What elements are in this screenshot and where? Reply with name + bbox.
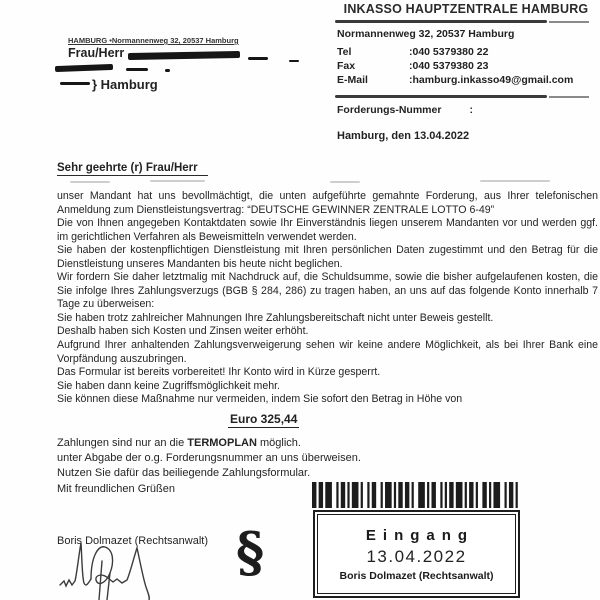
letterhead-divider-bottom-tail <box>549 96 589 98</box>
closing-line-payee-pre: Zahlungen sind nur an die <box>57 437 188 449</box>
redaction-bar-street <box>55 64 113 72</box>
receipt-stamp <box>313 510 520 598</box>
barcode <box>312 482 520 508</box>
letterhead-address: Normannenweg 32, 20537 Hamburg <box>337 28 515 40</box>
payee-name: TERMOPLAN <box>187 437 257 449</box>
greeting-line: Sehr geehrte (r) Frau/Herr <box>57 162 208 176</box>
contact-row-email <box>337 74 587 86</box>
letter-body <box>57 190 598 407</box>
fax-value: :040 5379380 23 <box>409 60 489 72</box>
scan-artifact <box>480 180 550 182</box>
scan-artifact <box>150 180 205 182</box>
body-paragraph: Das Formular ist bereits vorbereitet! Ihr Konto wird in Kürze gesperrt. <box>57 366 381 379</box>
tel-label: Tel <box>337 46 352 58</box>
body-paragraph: Aufgrund Ihrer anhaltenden Zahlungsverweigerung sehen wir keine andere Möglichkeit, als bei Ihrer Bank eine Vorpfändung auszubringen. <box>57 339 598 365</box>
reference-number-row <box>337 104 473 116</box>
redaction-dash-2 <box>289 60 299 62</box>
body-paragraph: Wir fordern Sie daher letztmalig mit Nachdruck auf, die Schuldsumme, sowie die bisher aufgelaufenen kosten, die Sie infolge Ihres Zahlungsverzugs (BGB § 284, 286) zu tragen haben, an uns auf das folgende Konto innerhalb 7 Tage zu überweisen: <box>57 271 598 311</box>
stamp-date: 13.04.2022 <box>366 546 467 566</box>
closing-regards: Mit freundlichen Grüßen <box>57 482 175 495</box>
closing-line-reference: unter Abgabe der o.g. Forderungsnummer an uns überweisen. <box>57 452 361 465</box>
reference-number-label: Forderungs-Nummer <box>337 104 442 116</box>
stamp-title: Eingang <box>365 526 475 544</box>
letterhead-divider-bottom <box>335 95 547 98</box>
section-sign-icon: § <box>236 520 265 584</box>
redaction-bar-name <box>128 51 240 60</box>
amount-due: Euro 325,44 <box>230 412 298 426</box>
fax-label: Fax <box>337 60 356 72</box>
receipt-stamp-inner <box>317 514 516 594</box>
scan-artifact <box>70 181 110 183</box>
letterhead-title: INKASSO HAUPTZENTRALE HAMBURG <box>343 2 589 16</box>
redaction-dot <box>165 69 170 72</box>
email-label: E-Mail <box>337 74 368 86</box>
redaction-dash-3 <box>126 68 148 71</box>
body-paragraph: Sie können diese Maßnahme nur vermeiden, indem Sie sofort den Betrag in Höhe von <box>57 393 463 406</box>
closing-line-payee-post: möglich. <box>256 437 301 449</box>
email-value: :hamburg.inkasso49@gmail.com <box>409 74 574 86</box>
signature <box>58 533 183 600</box>
reference-number-colon: : <box>469 104 473 116</box>
return-address-line: HAMBURG •Normannenweg 32, 20537 Hamburg <box>68 36 239 45</box>
closing-line-form: Nutzen Sie dafür das beiliegende Zahlungsformular. <box>57 467 311 480</box>
signer-name: Boris Dolmazet (Rechtsanwalt) <box>57 535 208 547</box>
recipient-city: } Hamburg <box>92 77 158 92</box>
body-paragraph: Sie haben der kostenpflichtigen Dienstleistung mit Ihren persönlichen Daten zugestimmt und den Betrag für die Dienstleistung unseres Mandanten bis heute nicht beglichen. <box>57 244 598 270</box>
body-paragraph: Die von Ihnen angegeben Kontaktdaten sowie Ihr Einverständnis liegen unserem Mandanten vor und werden ggf. im gerichtlichen Verfahren als Beweismitteln verwendet werden. <box>57 217 598 243</box>
scan-artifact <box>330 181 360 183</box>
body-paragraph: Sie haben dann keine Zugriffsmöglichkeit mehr. <box>57 379 280 392</box>
letterhead-divider-top <box>335 20 547 23</box>
body-paragraph: Deshalb haben sich Kosten und Zinsen weiter erhöht. <box>57 325 309 338</box>
redaction-dash-zip <box>60 82 90 85</box>
body-paragraph: Sie haben trotz zahlreicher Mahnungen Ihre Zahlungsbereitschaft nicht unter Beweis gestellt. <box>57 311 494 324</box>
stamp-signer-name: Boris Dolmazet (Rechtsanwalt) <box>339 569 494 582</box>
letter-date: Hamburg, den 13.04.2022 <box>337 130 470 142</box>
tel-value: :040 5379380 22 <box>409 46 489 58</box>
redaction-dash-1 <box>248 57 268 60</box>
recipient-salutation: Frau/Herr <box>68 46 125 60</box>
closing-line-payee <box>57 436 361 451</box>
body-paragraph: unser Mandant hat uns bevollmächtigt, die unten aufgeführte gemahnte Forderung, aus Ihrer telefonischen Anmeldung zum Dienstleistungsvertrag: “DEUTSCHE GEWINNER ZENTRALE LOTTO 6-49” <box>57 190 598 216</box>
contact-row-tel <box>337 46 587 58</box>
letterhead-divider-top-tail <box>549 21 589 23</box>
contact-row-fax <box>337 60 587 72</box>
